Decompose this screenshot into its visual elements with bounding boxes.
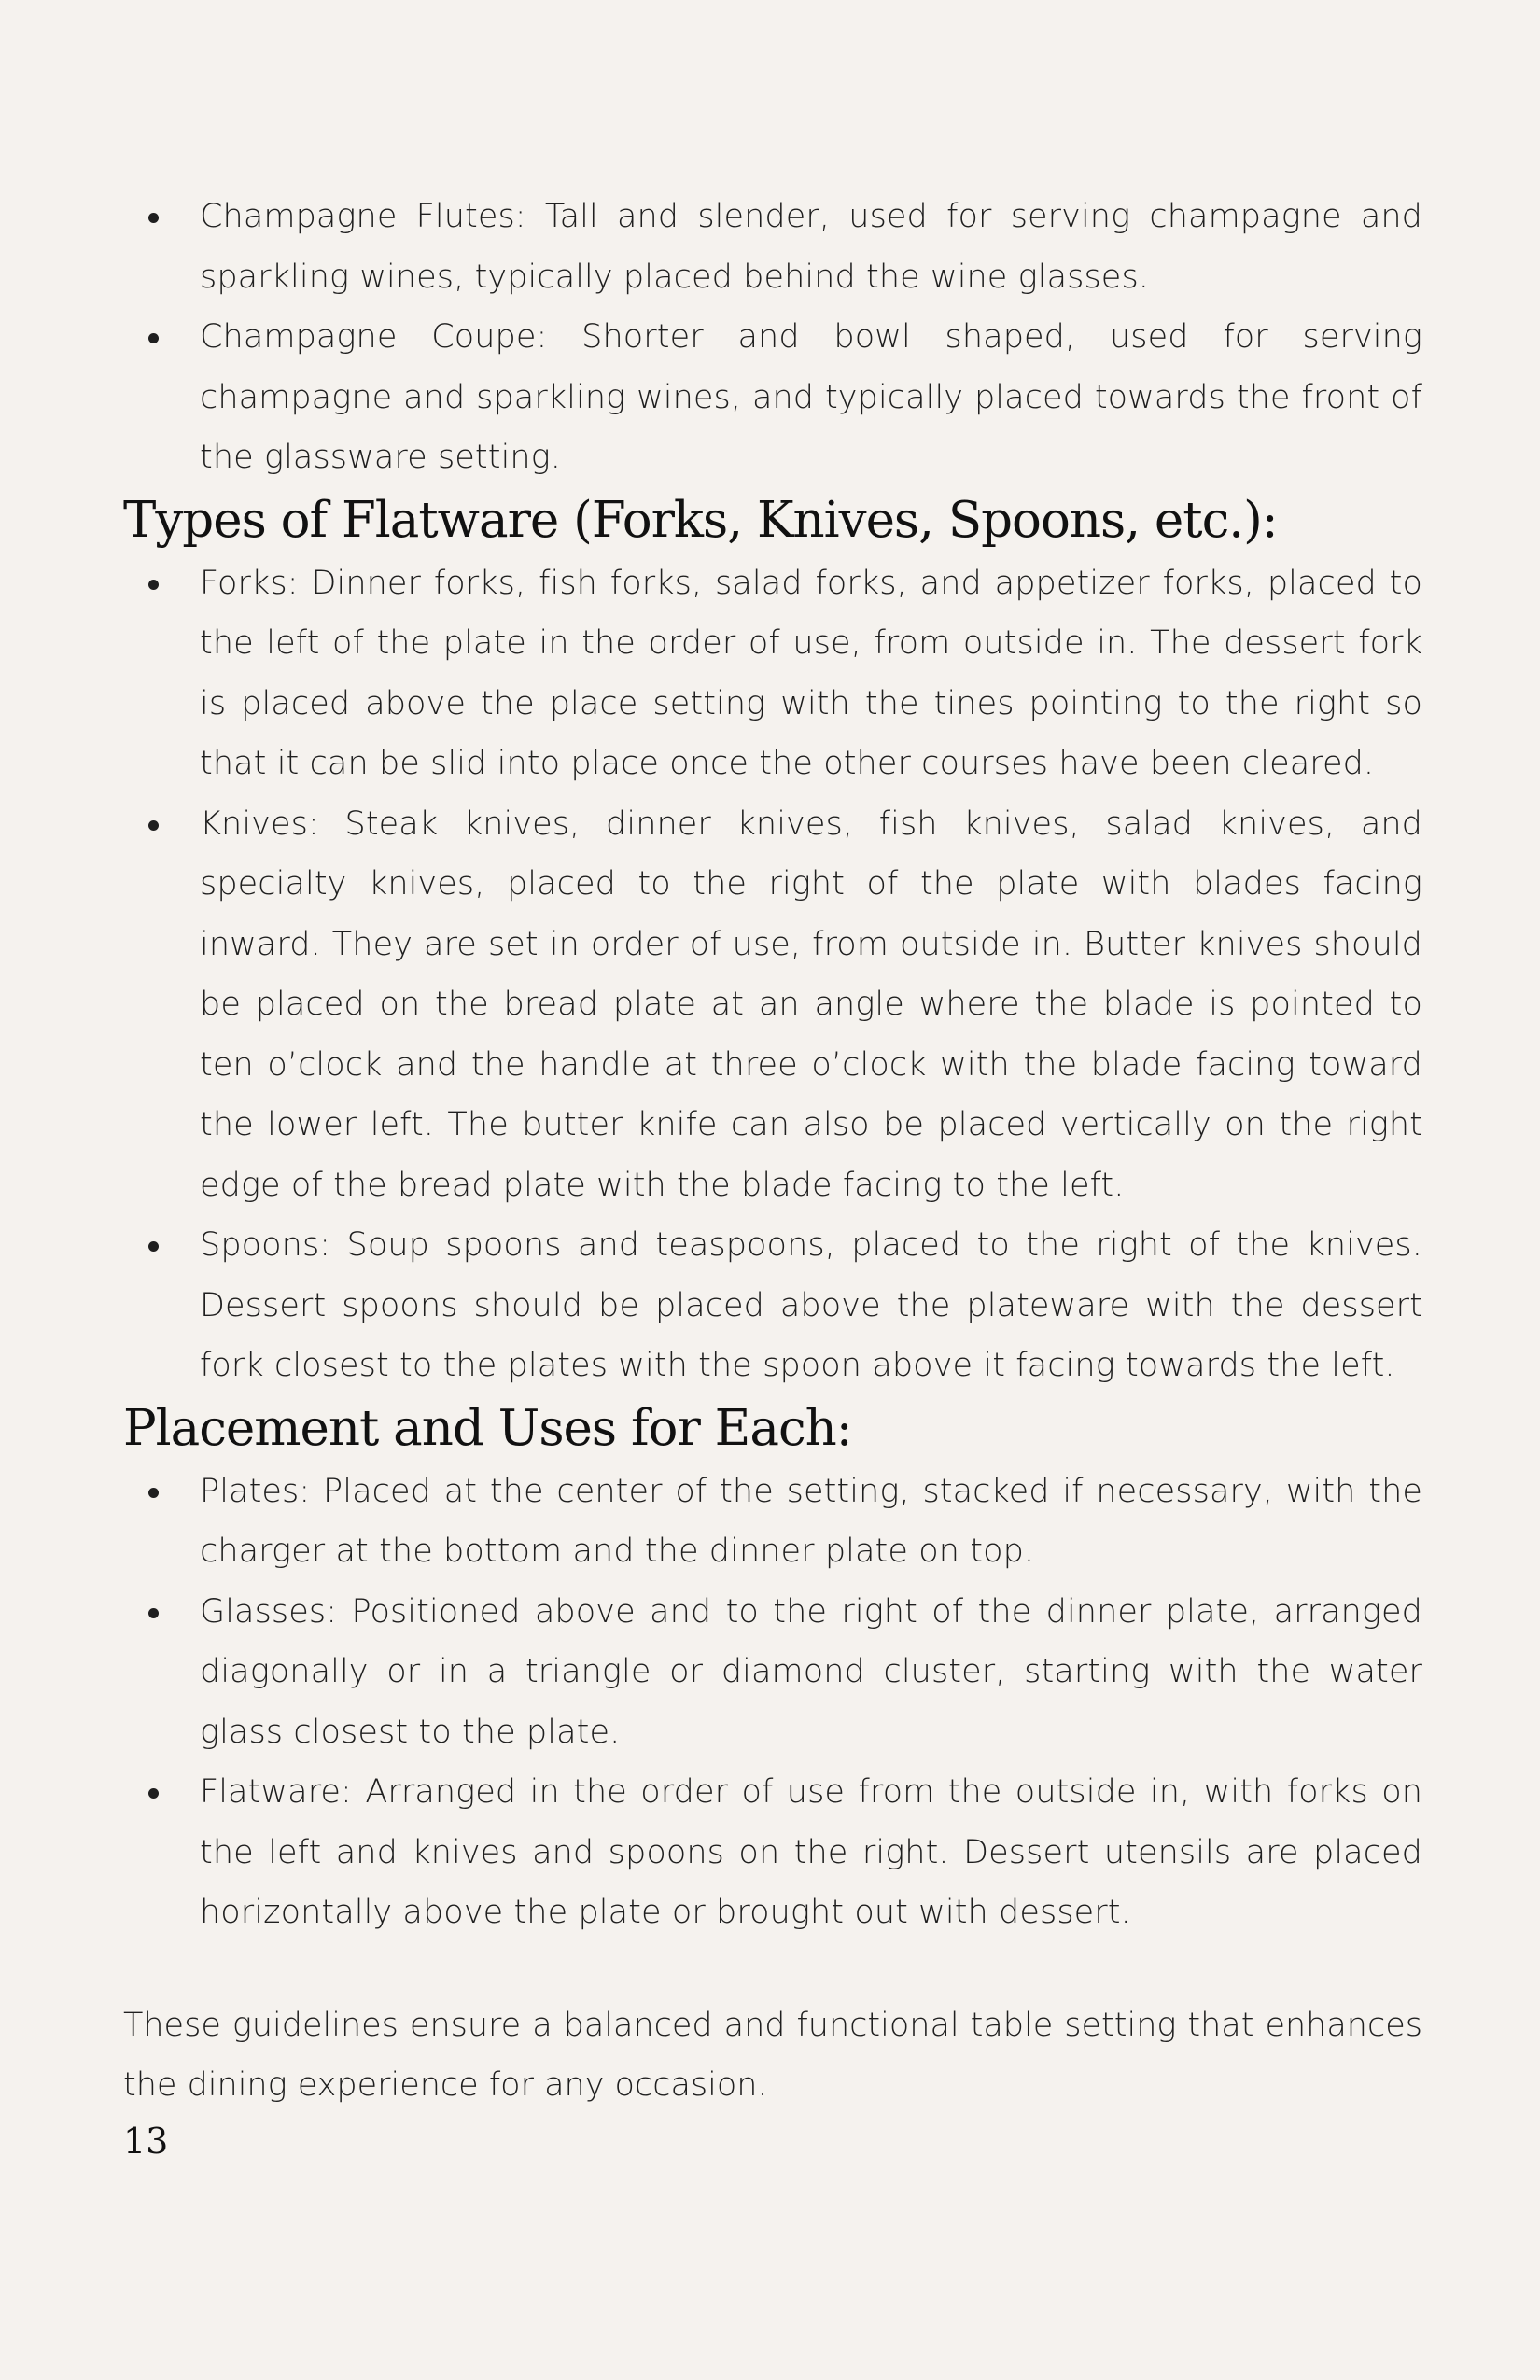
list-item: Champagne Coupe: Shorter and bowl shaped, used for serving champagne and sparkling wines, and typically placed towards the front of the glassware setting. <box>123 307 1422 488</box>
flatware-list <box>123 553 1422 1396</box>
glassware-list <box>123 187 1422 488</box>
section-heading-placement: Placement and Uses for Each: <box>123 1399 852 1457</box>
closing-paragraph: These guidelines ensure a balanced and functional table setting that enhances the dining experience for any occasion. <box>123 2006 1422 2104</box>
placement-list <box>123 1462 1422 1943</box>
list-item: Champagne Flutes: Tall and slender, used for serving champagne and sparkling wines, typically placed behind the wine glasses. <box>123 187 1422 307</box>
list-item: Glasses: Positioned above and to the right of the dinner plate, arranged diagonally or in a triangle or diamond cluster, starting with the water glass closest to the plate. <box>123 1582 1422 1763</box>
list-item: Spoons: Soup spoons and teaspoons, placed to the right of the knives. Dessert spoons should be placed above the plateware with the dessert fork closest to the plates with the spoon above it facing towards the left. <box>123 1215 1422 1396</box>
document-page <box>123 187 1422 2164</box>
list-item: Forks: Dinner forks, fish forks, salad forks, and appetizer forks, placed to the left of the plate in the order of use, from outside in. The dessert fork is placed above the place setting with the tines pointing to the right so that it can be slid into place once the other courses have been cleared. <box>123 553 1422 794</box>
section-heading-flatware: Types of Flatware (Forks, Knives, Spoons, etc.): <box>123 491 1278 549</box>
list-item: Flatware: Arranged in the order of use from the outside in, with forks on the left and knives and spoons on the right. Dessert utensils are placed horizontally above the plate or brought out with dessert. <box>123 1762 1422 1943</box>
list-item: Knives: Steak knives, dinner knives, fish knives, salad knives, and specialty knives, placed to the right of the plate with blades facing inward. They are set in order of use, from outside in. Butter knives should be placed on the bread plate at an angle where the blade is pointed to ten o’clock and the handle at three o’clock with the blade facing toward the lower left. The butter knife can also be placed vertically on the right edge of the bread plate with the blade facing to the left. <box>123 794 1422 1216</box>
list-item: Plates: Placed at the center of the setting, stacked if necessary, with the charger at the bottom and the dinner plate on top. <box>123 1462 1422 1582</box>
page-number: 13 <box>123 2120 169 2162</box>
